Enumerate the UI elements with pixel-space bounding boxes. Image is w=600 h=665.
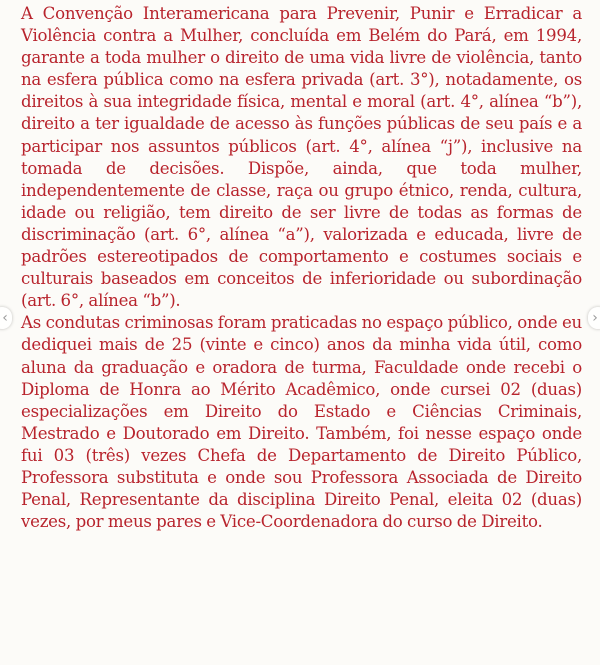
paragraph-convention: A Convenção Interamericana para Prevenir, Punir e Erradicar a Violência contra a Mulher, concluída em Belém do Pará, em 1994, garante a toda mulher o direito de uma vida livre de violência, tanto na esfera pública como na esfera privada (art. 3°), notadamente, os direitos à sua integridade física, mental e moral (art. 4°, alínea “b”), direito a ter igualdade de acesso às funções públicas de seu país e a participar nos assuntos públicos (art. 4°, alínea “j”), inclusive na tomada de decisões. Dispõe, ainda, que toda mulher, independentemente de classe, raça ou grupo étnico, renda, cultura, idade ou religião, tem direito de ser livre de todas as formas de discriminação (art. 6°, alínea “a”), valorizada e educada, livre de padrões estereotipados de comportamento e costumes sociais e culturais baseados em conceitos de inferioridade ou subordinação (art. 6°, alínea “b”). [21,4,582,311]
next-button[interactable] [588,307,600,329]
previous-button[interactable] [0,307,12,329]
chevron-left-icon: ‹ [2,310,8,326]
paragraph-criminal-conduct: As condutas criminosas foram praticadas no espaço público, onde eu dediquei mais de 25 (vinte e cinco) anos da minha vida útil, como aluna da graduação e oradora de turma, Faculdade onde recebi o Diploma de Honra ao Mérito Acadêmico, onde cursei 02 (duas) especializações em Direito do Estado e Ciências Criminais, Mestrado e Doutorado em Direito. Também, foi nesse espaço onde fui 03 (três) vezes Chefa de Departamento de Direito Público, Professora substituta e onde sou Professora Associada de Direito Penal, Representante da disciplina Direito Penal, eleita 02 (duas) vezes, por meus pares e Vice-Coordenadora do curso de Direito. [21,313,582,532]
chevron-right-icon: › [592,310,598,326]
